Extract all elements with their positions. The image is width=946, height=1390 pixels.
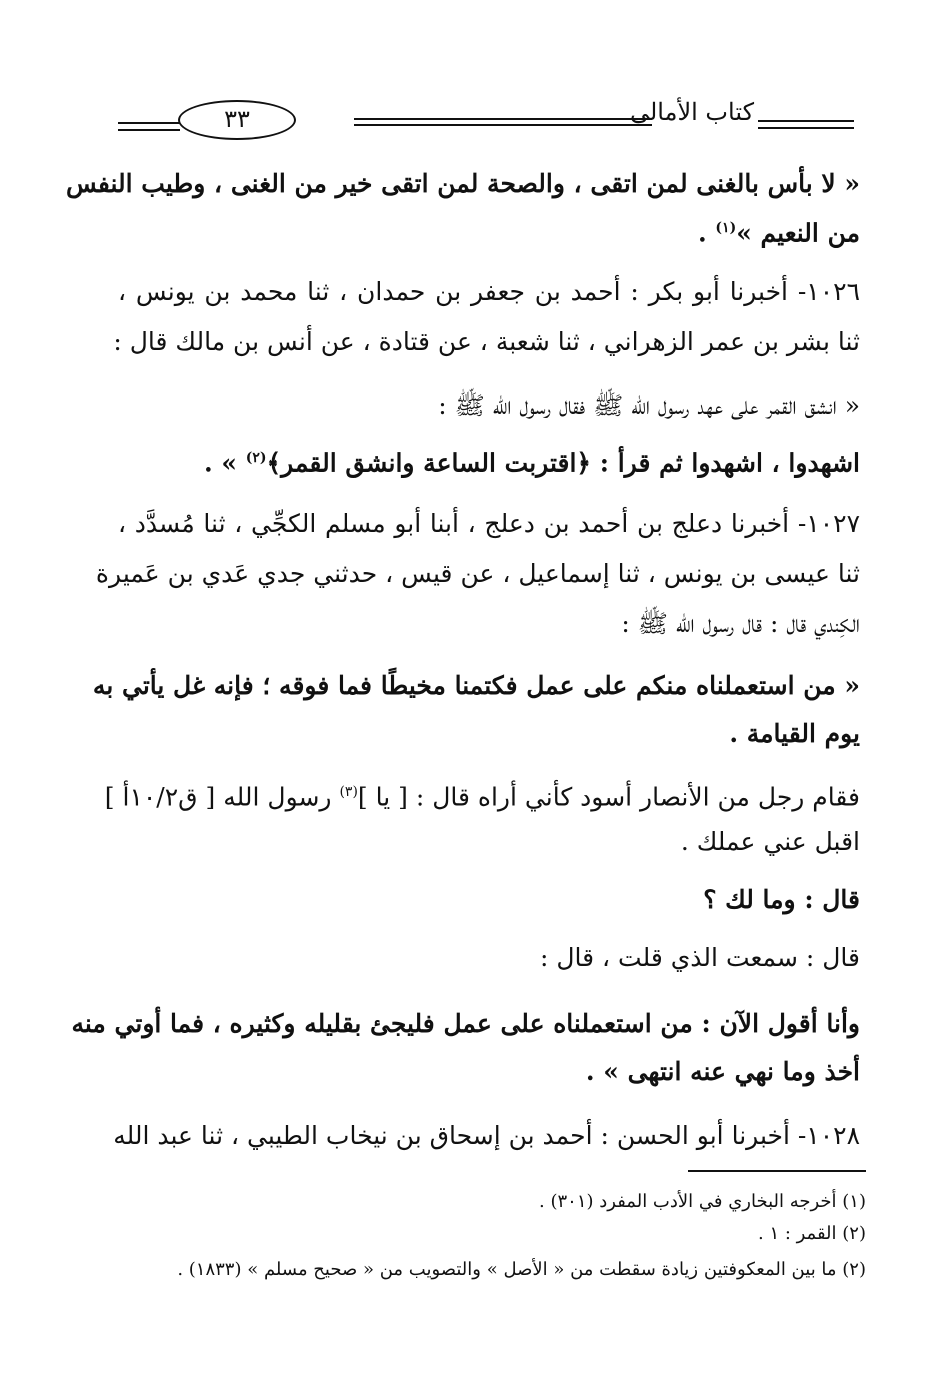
- text-line: قال : سمعت الذي قلت ، قال :: [539, 943, 860, 972]
- text-line: قال : وما لك ؟: [703, 885, 860, 914]
- header-rule-left: [118, 122, 180, 131]
- footnote: (١) أخرجه البخاري في الأدب المفرد (٣٠١) .: [539, 1191, 866, 1212]
- text-line: ١٠٢٦- أخبرنا أبو بكر : أحمد بن جعفر بن حمدان ، ثنا محمد بن يونس ،: [118, 277, 860, 306]
- text-line: وأنا أقول الآن : من استعملناه على عمل فليجئ بقليله وكثيره ، فما أوتي منه: [71, 1009, 860, 1038]
- text-line: « انشق القمر على عهد رسول الله ﷺ فقال رسول الله ﷺ :: [438, 391, 860, 420]
- footnote: (٢) القمر : ١ .: [757, 1223, 866, 1244]
- header-rule-right: [758, 120, 854, 129]
- header-rule-middle: [354, 118, 652, 126]
- text-line: ثنا بشر بن عمر الزهراني ، ثنا شعبة ، عن قتادة ، عن أنس بن مالك قال :: [113, 327, 860, 356]
- text-line: أخذ وما نهي عنه انتهى » .: [585, 1057, 860, 1086]
- text-line: « من استعملناه منكم على عمل فكتمنا مخيطًا فما فوقه ؛ فإنه غل يأتي به: [92, 671, 860, 700]
- footnote-ref: (٣): [339, 784, 358, 800]
- text-line: اقبل عني عملك .: [680, 827, 860, 856]
- page-number: ٣٣: [178, 100, 296, 140]
- text-line: يوم القيامة .: [729, 719, 860, 748]
- text-line: ثنا عيسى بن يونس ، ثنا إسماعيل ، عن قيس ، حدثني جدي عَدي بن عَميرة: [95, 559, 860, 588]
- text-line: الكِندي قال : قال رسول الله ﷺ :: [621, 609, 860, 638]
- book-title: كتاب الأمالي: [629, 98, 754, 126]
- running-header: [118, 98, 854, 142]
- footnote-ref: (١): [715, 220, 737, 236]
- footnote-ref: (٢): [245, 450, 267, 466]
- text-line: ١٠٢٨- أخبرنا أبو الحسن : أحمد بن إسحاق بن نيخاب الطيبي ، ثنا عبد الله: [113, 1121, 860, 1150]
- text-line: « لا بأس بالغنى لمن اتقى ، والصحة لمن اتقى خير من الغنى ، وطيب النفس: [65, 169, 860, 198]
- text-line: اشهدوا ، اشهدوا ثم قرأ : ﴿اقتربت الساعة وانشق القمر﴾$^{(٢)}$ » .: [204, 448, 860, 478]
- text-line: من النعيم »$^{(١)}$ .: [697, 218, 860, 248]
- text-line: ١٠٢٧- أخبرنا دعلج بن أحمد بن دعلج ، أبنا أبو مسلم الكجِّي ، ثنا مُسدَّد ،: [118, 509, 860, 538]
- text-line: فقام رجل من الأنصار أسود كأني أراه قال : [ يا ]$^{(٣)}$ رسول الله [ ق١٠/٢أ ]: [104, 782, 860, 812]
- footnote-separator: [688, 1170, 866, 1172]
- footnote: (٢) ما بين المعكوفتين زيادة سقطت من « الأصل » والتصويب من « صحيح مسلم » (١٨٣٣) .: [177, 1259, 866, 1280]
